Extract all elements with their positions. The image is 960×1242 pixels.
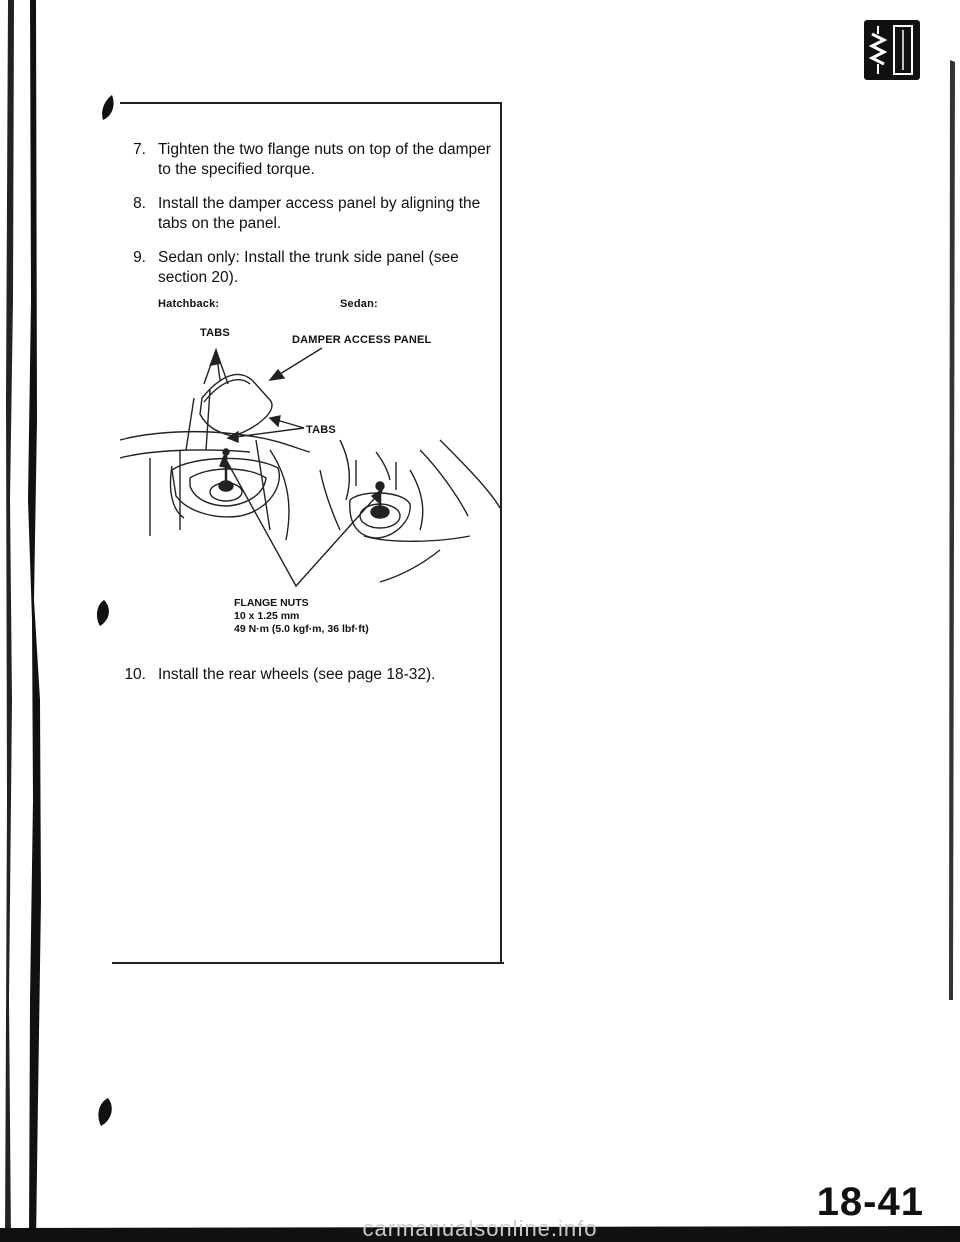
tabs-label-side: TABS: [306, 424, 336, 436]
damper-figure: [120, 340, 500, 610]
frame-bottom-rule: [112, 962, 504, 964]
body-contour-upper: [120, 432, 310, 452]
step-text: Tighten the two flange nuts on top of the damper to the specified torque.: [158, 141, 491, 178]
frame-top-rule: [120, 102, 502, 104]
step-text: Install the damper access panel by aligning the tabs on the panel.: [158, 195, 481, 232]
section-icon: [864, 20, 920, 80]
hatchback-label: Hatchback:: [158, 298, 220, 310]
flange-nut-leader-lines: [224, 456, 382, 586]
page-number: 18-41: [816, 1180, 924, 1224]
frame-right-rule: [500, 102, 502, 964]
step-9: [118, 248, 498, 288]
flange-nuts-size: 10 x 1.25 mm: [234, 610, 300, 622]
sedan-label: Sedan:: [340, 298, 378, 310]
damper-access-panel: [200, 374, 272, 436]
step-7: [118, 140, 498, 180]
step-number: 8.: [133, 195, 146, 212]
step-text: Install the rear wheels (see page 18-32).: [158, 666, 436, 683]
damper-access-panel-label: DAMPER ACCESS PANEL: [292, 334, 432, 346]
watermark: carmanualsonline.info: [362, 1216, 598, 1241]
tabs-label-top: TABS: [200, 327, 230, 339]
step-10: [118, 665, 498, 685]
flange-nuts-torque: 49 N·m (5.0 kgf·m, 36 lbf·ft): [234, 623, 369, 635]
step-number: 9.: [133, 249, 146, 266]
damper-panel-arrow: [280, 348, 322, 374]
step-number: 10.: [124, 666, 146, 683]
step-number: 7.: [133, 141, 146, 158]
shock-absorber-icon: [864, 20, 920, 80]
step-text: Sedan only: Install the trunk side panel (see section 20).: [158, 249, 459, 286]
step-8: [118, 194, 498, 234]
flange-nuts-label: FLANGE NUTS: [234, 597, 309, 609]
